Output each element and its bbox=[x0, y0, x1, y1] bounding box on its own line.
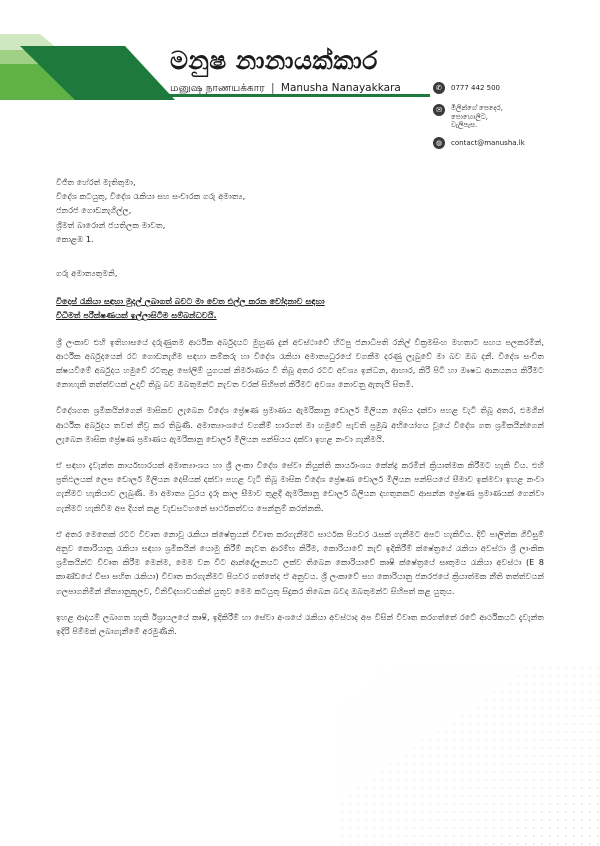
paragraph: ශ්‍රී ලංකාව එහි ඉතිහාසයේ දරුණුතම ආර්ථික අර්බුදයට මුහුණ දුන් අවස්ථාවේ හිටපු ජනාධිපති රනිල් වික්‍රමසිංහ මහතාට සහය පලකරමින්, ආර්ථික අර්බුදයෙන් රට ගොඩනැගීම සඳහා කම්කරු හා විදේශ රැකියා අමාත්‍යධුරයේ වගකීම දරණු ලැබුවේ මා බව ඔබ දනී. විදේශ සංචිත ක්ෂයවීමේ අර්බුදය හමුවේ රටතුළ පෝලිම් යුගයක් නිර්මාණය වී තිබූ අතර රටට අවශ්‍ය ඉන්ධන, ආහාර, කිරි පිටි හා ඖෂධ ආනයනය කිරීමට නොහැකි තත්ත්වයක් උදාවී තිබූ බව ඔබතුමන්ට නැවත වරක් සිහිපත් කිරීමට අවශ්‍ය නොවනු ඇතැයි සිතමි. bbox=[56, 336, 544, 390]
contact-address bbox=[433, 104, 503, 130]
phone-icon: ✆ bbox=[433, 82, 445, 94]
salutation: ගරු අමාත්‍යතුමනි, bbox=[56, 268, 118, 279]
decorative-dot-pattern bbox=[340, 666, 600, 846]
contact-email bbox=[433, 137, 525, 149]
name-tamil: மனுஷ நாணயக்கார bbox=[170, 82, 265, 94]
paragraph: ඒ සඳහා දැවැන්ත කාර්යභාරයක් අමාත්‍යාංශය හා ශ්‍රී ලංකා විදේශ සේවා නියුක්ති කාර්යාංශය කේන්ද්‍ර කරමින් ක්‍රියාත්මක කිරීමට හැකි විය. එහි ප්‍රතිඵලයක් ලෙස ඩොලර් මිලියන දෙසීයක් දක්වා පහළ වැටී තිබූ මාසික විදේශ ප්‍රේෂණ ඩොලර් මිලියන පන්සියයේ සීමාව ඉක්මවා ඉහළ නංවා ගැනීමට හැකියාව ලැබුණි. මා අමාත්‍ය ධුරය දැරූ කාල සීමාව තුළදී ඇමරිකානු ඩොලර් බිලියන දහතුනකට ආසන්න ප්‍රේෂණ ප්‍රමාණයක් ගෙන්වා ගැනීමට හැකිවීම අප දියත් කළ වැඩසටහනේ සාර්ථකත්වය පෙන්නුම් කරන්නකි. bbox=[56, 460, 544, 513]
subject-line: විධිමත් පරීක්ෂණයක් ඉල්ලාසිටීම සම්බන්ධවයි. bbox=[56, 310, 217, 321]
address-line-3: වැලිපැස. bbox=[451, 121, 478, 129]
recipient-line: විදේශ කටයුතු, විදේශ රැකියා සහ සංචාරක ගරු අමාත්‍ය, bbox=[56, 191, 246, 202]
phone-number: 0777 442 500 bbox=[451, 84, 500, 92]
subject-line: විදෙස් රැකියා සඳහා මුදල් ලබාගත් බවට මා වෙත එල්ල කරන චෝදනාව සඳහා bbox=[56, 296, 325, 307]
paragraph: ඉහළ ආදායම් ලබාගත හැකි ඊශ්‍රායලයේ කෘෂි, ඉදිකිරීම් හා සේවා අංශයේ රැකියා අවස්ථාද අප විසින් විවෘත කරගත්තේ රටේ ආර්ථිකයට දැවැන්ත ඉදිරි පිම්මක් ලබාගැනීමේ අරමුණිනි. bbox=[56, 611, 544, 637]
contact-phone bbox=[433, 82, 500, 94]
recipient-line: ජනරජ ගොඩනැගිල්ල, bbox=[56, 205, 132, 216]
subject bbox=[56, 294, 544, 322]
paragraph: ඒ අතර මෙතෙක් රටට විවෘත නොවූ රැකියා ක්ෂේත්‍රයන් විවෘත කරගැනීමට සාර්ථක පියවර රැසක් ගැනීමට අපට හැකිවිය. දිවි පාලිත්ක ගිවිසුම් අනුව කොරියානු රැකියා සඳහා ශ්‍රමිකයින් යොමු කිරීම් නැවත ආරම්භ කිරීම, කොරියාවේ නැව් ඉදිකිරීම් ක්ෂේත්‍රයේ රැකියා අවස්ථා ශ්‍රී ලාංකික ශ්‍රමිකයින්ට විවෘත කිරීම මෙන්ම, මෙම වන විට ආන්දෝලනයට ලක්ව තිබෙන කොරියාවේ කෘෂි ක්ෂේත්‍රයේ සෘතුමය රැකියා අවස්ථා (E 8 කාණ්ඩයේ වීසා සහිත රැකියා) විවෘත කරගැනීමට පියවර ගත්තේද ඒ අනුවය. ශ්‍රී ලංකාවේ සහ කොරියානු ජනරජයේ ක්‍රියාත්මක නීති තත්ත්වයන් ගලපාගනිමින් නීත්‍යානුකූලව, විනිවිදභාවයකින් යුතුව මෙම කටයුතු සිදුකර තිබෙන බවද ඔබතුමන්ට සිහිපත් කළ යුතුය. bbox=[56, 528, 544, 596]
globe-icon: ◍ bbox=[433, 137, 445, 149]
letter-body bbox=[56, 175, 544, 638]
name-block bbox=[170, 46, 401, 95]
paragraph: විදේශගත ශ්‍රමිකයින්ගෙන් මාසිකව ලැබෙන විදේශ ප්‍රේෂණ ප්‍රමාණය ඇමරිකානු ඩොලර් මිලියන දෙසිය දක්වා පහළ වැටී තිබූ අතර, එමගින් ආර්ථික අර්බුදය තවත් තීව්‍ර කර තිබුණි. අමාත්‍යාංශයේ වගකීම් භාරගත් මා හමුවේ පැවති ප්‍රමුඛ අභියෝගය වූයේ විදේශ ගත ශ්‍රමිකයින්ගෙන් ලැබෙන මාසික ප්‍රේෂණ ප්‍රමාණය ඇමරිකානු ඩොලර් මිලියන පන්සියය දක්වා ඉහළ නංවා ගැනීමයි. bbox=[56, 405, 544, 444]
name-sinhala: මනුෂ නානායක්කාර bbox=[170, 46, 378, 75]
name-separator: | bbox=[271, 82, 275, 94]
letterhead bbox=[0, 0, 600, 160]
name-english: Manusha Nanayakkara bbox=[280, 82, 401, 94]
email[interactable]: contact@manusha.lk bbox=[451, 139, 525, 147]
address-line-2: පොහොලිට, bbox=[451, 112, 488, 121]
name-subline bbox=[170, 82, 401, 95]
recipient-line: විජිත හේරත් මැතිතුමා, bbox=[56, 177, 136, 187]
recipient-line: ශ්‍රීමත් බාරොන් ජයතිලක මාවත, bbox=[56, 219, 166, 230]
address bbox=[451, 104, 503, 130]
recipient-block bbox=[56, 175, 544, 246]
mail-icon: ✉ bbox=[433, 104, 445, 116]
address-line-1: මිලින්ගේ පෙදෙර, bbox=[451, 104, 503, 112]
recipient-line: කොළඹ 1. bbox=[56, 233, 94, 244]
